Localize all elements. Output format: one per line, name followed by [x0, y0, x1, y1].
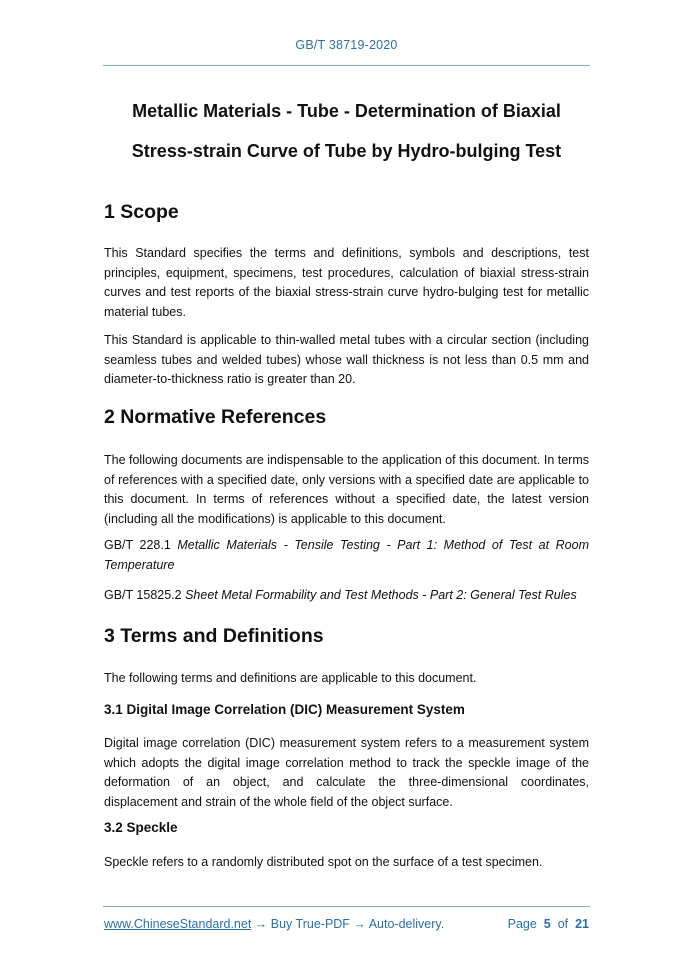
scope-paragraph-2: This Standard is applicable to thin-walled metal tubes with a circular section (including seamless tubes and welded tubes) whose wall thickness is not less than 0.5 mm and diameter-to-thickness ratio is greater than 20. [104, 333, 589, 387]
title-line-1: Metallic Materials - Tube - Determination of Biaxial [132, 101, 561, 121]
subsection-heading-speckle: 3.2 Speckle [104, 820, 178, 835]
normative-paragraph: The following documents are indispensable to the application of this document. In terms of references with a specified date, only versions with a specified date are applicable to this document. In terms of references without a specified date, the latest version (including all the modifications) is applicable to this document. [104, 453, 589, 526]
page-footer [104, 917, 589, 931]
reference-title: Sheet Metal Formability and Test Methods - Part 2: General Test Rules [185, 588, 577, 602]
speckle-definition: Speckle refers to a randomly distributed spot on the surface of a test specimen. [104, 855, 543, 869]
footer-promo [104, 917, 444, 931]
subsection-heading-dic: 3.1 Digital Image Correlation (DIC) Measurement System [104, 702, 465, 717]
reference-code: GB/T 15825.2 [104, 588, 182, 602]
terms-intro-paragraph: The following terms and definitions are applicable to this document. [104, 671, 477, 685]
section-heading-normative-references: 2 Normative References [104, 406, 327, 428]
dic-definition: Digital image correlation (DIC) measurement system refers to a measurement system which adopts the digital image correlation method to track the speckle image of the deformation of an object, and calculate the three-dimensional coordinates, displacement and strain of the whole field of the object surface. [104, 736, 589, 809]
page-total: 21 [575, 917, 589, 931]
footer-divider [103, 906, 590, 907]
page-label: Page [507, 917, 537, 931]
document-title [104, 91, 589, 171]
footer-tagline: → Buy True-PDF → Auto-delivery. [251, 917, 445, 931]
page-current: 5 [543, 917, 551, 931]
page-of: of [557, 917, 569, 931]
title-line-2: Stress-strain Curve of Tube by Hydro-bulging Test [131, 141, 562, 161]
reference-code: GB/T 228.1 [104, 538, 171, 552]
page-indicator [508, 917, 589, 931]
reference-title: Metallic Materials - Tensile Testing - Part 1: Method of Test at Room Temperature [104, 538, 589, 572]
reference-item-2 [104, 586, 589, 606]
reference-item-1 [104, 536, 589, 575]
header-divider [103, 65, 590, 66]
scope-paragraph-1: This Standard specifies the terms and definitions, symbols and descriptions, test principles, equipment, specimens, test procedures, calculation of biaxial stress-strain curves and test reports of the biaxial stress-strain curve hydro-bulging test for metallic material tubes. [104, 246, 589, 319]
section-heading-scope: 1 Scope [104, 201, 179, 223]
site-link[interactable]: www.ChineseStandard.net [104, 917, 252, 931]
section-heading-terms: 3 Terms and Definitions [104, 625, 324, 647]
running-header: GB/T 38719-2020 [295, 38, 398, 52]
